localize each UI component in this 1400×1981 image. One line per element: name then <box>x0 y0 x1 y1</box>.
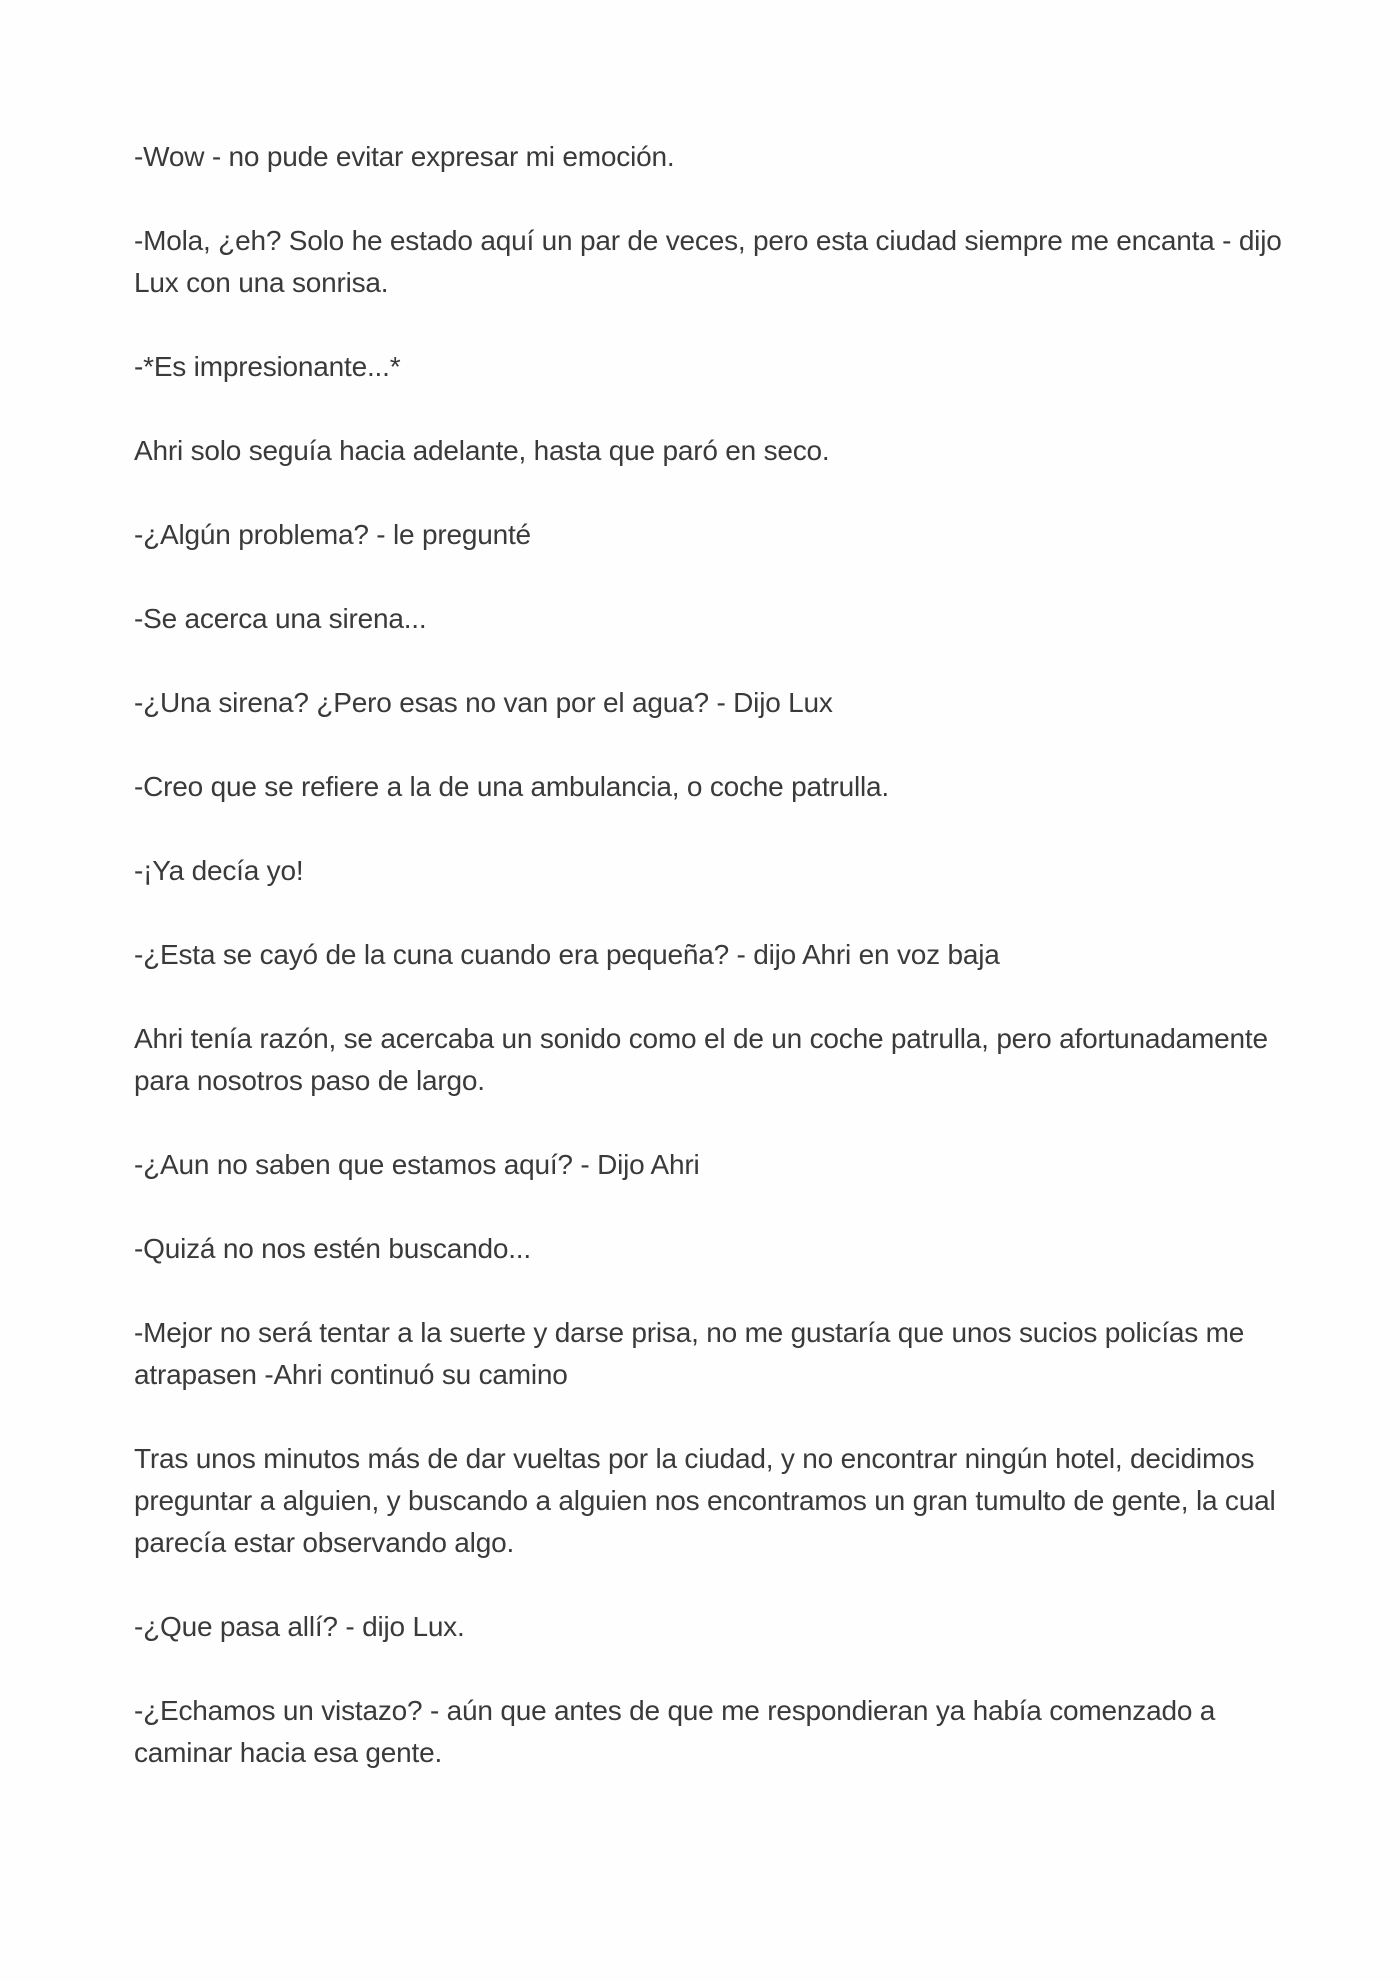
paragraph: -Se acerca una sirena... <box>134 603 427 634</box>
paragraph: -Quizá no nos estén buscando... <box>134 1233 531 1264</box>
paragraph: -¿Esta se cayó de la cuna cuando era pequeña? - dijo Ahri en voz baja <box>134 939 1000 970</box>
paragraph: -Creo que se refiere a la de una ambulancia, o coche patrulla. <box>134 771 889 802</box>
paragraph: -¿Una sirena? ¿Pero esas no van por el agua? - Dijo Lux <box>134 687 833 718</box>
paragraph: -¿Echamos un vistazo? - aún que antes de que me respondieran ya había comenzado a caminar hacia esa gente. <box>134 1695 1216 1768</box>
paragraph: -¡Ya decía yo! <box>134 855 304 886</box>
paragraph: -¿Algún problema? - le pregunté <box>134 519 531 550</box>
paragraph: -¿Que pasa allí? - dijo Lux. <box>134 1611 465 1642</box>
paragraph: Ahri tenía razón, se acercaba un sonido como el de un coche patrulla, pero afortunadamente para nosotros paso de largo. <box>134 1023 1268 1096</box>
paragraph: -¿Aun no saben que estamos aquí? - Dijo Ahri <box>134 1149 700 1180</box>
story-text <box>134 136 1284 1774</box>
paragraph: -Mola, ¿eh? Solo he estado aquí un par de veces, pero esta ciudad siempre me encanta - dijo Lux con una sonrisa. <box>134 225 1282 298</box>
paragraph: -Mejor no será tentar a la suerte y darse prisa, no me gustaría que unos sucios policías me atrapasen -Ahri continuó su camino <box>134 1317 1245 1390</box>
paragraph: Tras unos minutos más de dar vueltas por la ciudad, y no encontrar ningún hotel, decidimos preguntar a alguien, y buscando a alguien nos encontramos un gran tumulto de gente, la cual parecía estar observando algo. <box>134 1443 1276 1558</box>
paragraph: Ahri solo seguía hacia adelante, hasta que paró en seco. <box>134 435 830 466</box>
paragraph: -*Es impresionante...* <box>134 351 401 382</box>
paragraph: -Wow - no pude evitar expresar mi emoción. <box>134 141 675 172</box>
